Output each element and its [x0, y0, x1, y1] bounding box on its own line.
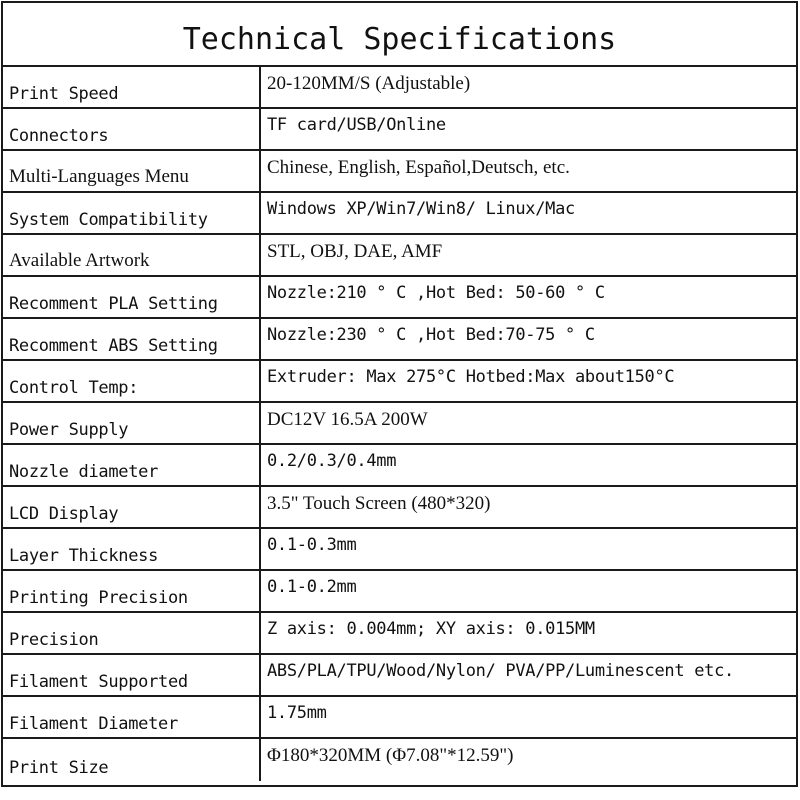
spec-table	[1, 1, 798, 787]
spec-label: Printing Precision	[3, 571, 261, 611]
spec-label: Nozzle diameter	[3, 445, 261, 485]
title-row	[3, 3, 796, 67]
spec-label: Print Speed	[3, 67, 261, 107]
spec-value: 0.2/0.3/0.4mm	[267, 451, 397, 471]
spec-label: Recomment PLA Setting	[3, 277, 261, 317]
spec-value: Φ180*320MM (Φ7.08"*12.59")	[267, 745, 514, 766]
spec-value: 3.5" Touch Screen (480*320)	[267, 493, 491, 514]
spec-value: 0.1-0.3mm	[267, 535, 357, 555]
spec-value: DC12V 16.5A 200W	[267, 409, 428, 430]
spec-label: System Compatibility	[3, 193, 261, 233]
spec-label: Control Temp:	[3, 361, 261, 401]
spec-row-system-compatibility	[3, 193, 796, 235]
spec-value: Extruder: Max 275°C Hotbed:Max about150°C	[267, 367, 675, 387]
spec-row-pla-setting	[3, 277, 796, 319]
spec-row-abs-setting	[3, 319, 796, 361]
spec-value: Chinese, English, Español,Deutsch, etc.	[267, 157, 570, 178]
spec-value: 20-120MM/S (Adjustable)	[267, 73, 471, 94]
spec-rows	[3, 67, 796, 781]
spec-label: Recomment ABS Setting	[3, 319, 261, 359]
page-title: Technical Specifications	[182, 21, 617, 57]
spec-row-power-supply	[3, 403, 796, 445]
spec-label: Multi-Languages Menu	[3, 151, 261, 191]
spec-row-control-temp	[3, 361, 796, 403]
spec-label: LCD Display	[3, 487, 261, 527]
spec-value: Nozzle:230 ° C ,Hot Bed:70-75 ° C	[267, 325, 595, 345]
spec-row-filament-diameter	[3, 697, 796, 739]
spec-row-print-size	[3, 739, 796, 781]
spec-value: 1.75mm	[267, 703, 327, 723]
spec-label: Connectors	[3, 109, 261, 149]
spec-row-lcd-display	[3, 487, 796, 529]
spec-value: STL, OBJ, DAE, AMF	[267, 241, 443, 262]
spec-label: Available Artwork	[3, 235, 261, 275]
spec-value: ABS/PLA/TPU/Wood/Nylon/ PVA/PP/Luminescent etc.	[267, 661, 734, 681]
spec-value: Windows XP/Win7/Win8/ Linux/Mac	[267, 199, 575, 219]
spec-row-filament-supported	[3, 655, 796, 697]
spec-row-artwork	[3, 235, 796, 277]
spec-row-connectors	[3, 109, 796, 151]
spec-row-languages	[3, 151, 796, 193]
spec-row-nozzle-diameter	[3, 445, 796, 487]
spec-label: Print Size	[3, 739, 261, 781]
spec-value: 0.1-0.2mm	[267, 577, 357, 597]
spec-label: Precision	[3, 613, 261, 653]
spec-row-print-speed	[3, 67, 796, 109]
spec-row-precision	[3, 613, 796, 655]
spec-label: Filament Diameter	[3, 697, 261, 737]
spec-row-layer-thickness	[3, 529, 796, 571]
spec-label: Filament Supported	[3, 655, 261, 695]
spec-label: Power Supply	[3, 403, 261, 443]
spec-row-printing-precision	[3, 571, 796, 613]
spec-value: Z axis: 0.004mm; XY axis: 0.015MM	[267, 619, 595, 639]
spec-value: TF card/USB/Online	[267, 115, 446, 135]
spec-value: Nozzle:210 ° C ,Hot Bed: 50-60 ° C	[267, 283, 605, 303]
spec-label: Layer Thickness	[3, 529, 261, 569]
